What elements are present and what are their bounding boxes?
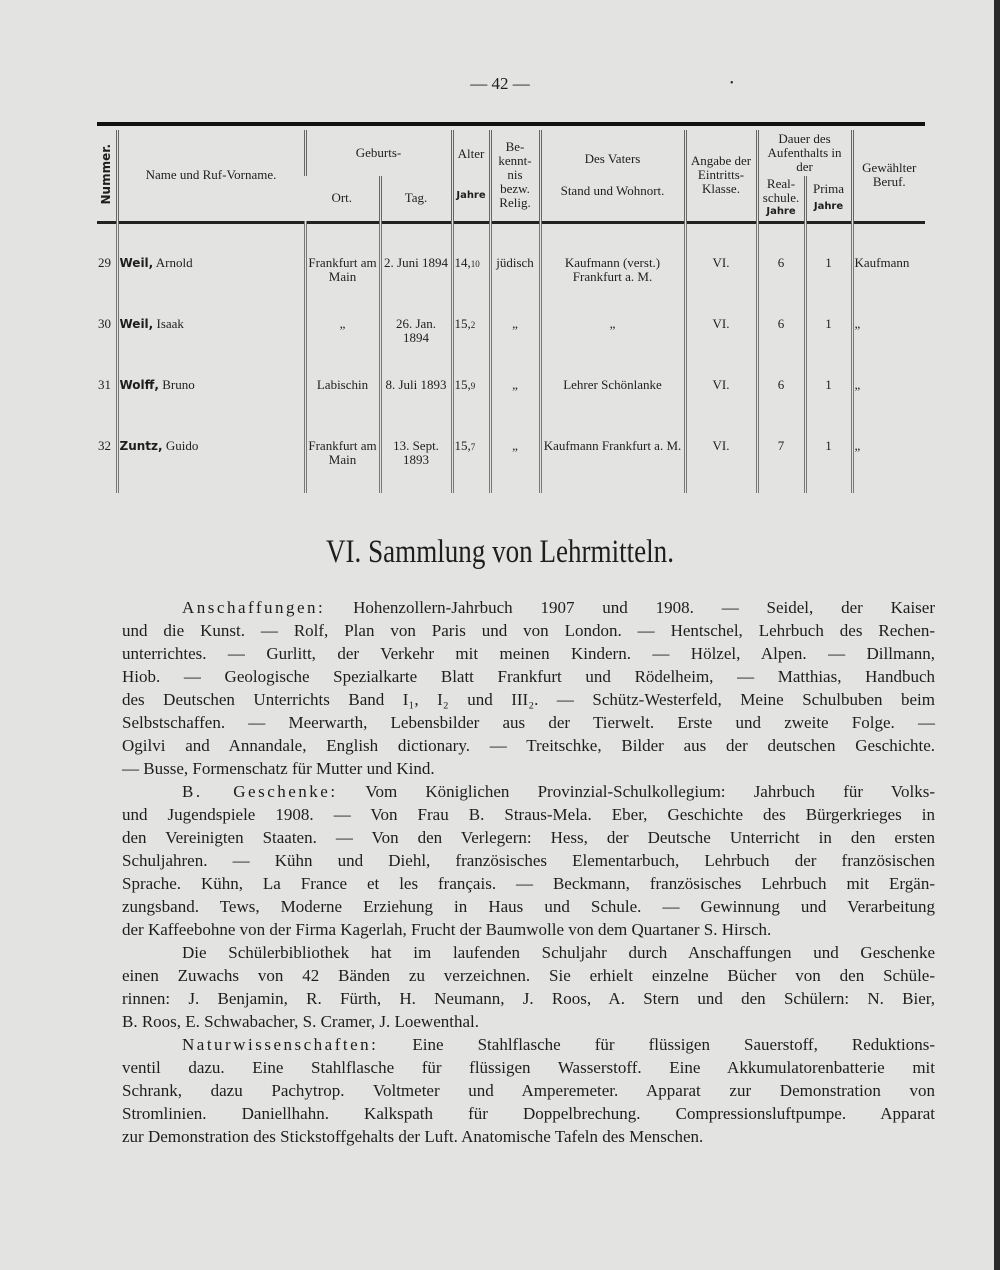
cell-realschule: [757, 435, 805, 493]
cell-vater: [540, 435, 685, 493]
cell-prima: [805, 374, 852, 435]
line-text: Hiob. — Geologische Spezialkarte Blatt Frankfurt und Rödelheim, — Matthias, Handbuch: [122, 667, 935, 686]
line-text: rinnen: J. Benjamin, R. Fürth, H. Neumann, J. Roos, A. Stern und den Schülern: N. Bier,: [122, 989, 935, 1008]
cell-alter: [452, 252, 490, 313]
cell-name: [117, 435, 305, 493]
cell-name: [117, 252, 305, 313]
cell-name-text: Zuntz,: [119, 439, 163, 453]
paragraph-lead: Anschaffungen:: [182, 598, 326, 617]
text-line: [122, 918, 935, 941]
cell-alter-text: 15,: [454, 316, 471, 331]
cell-name-text: Bruno: [162, 377, 195, 392]
text-line: [122, 872, 935, 895]
line-text: Sprache. Kühn, La France et les français. — Beckmann, französisches Lehrbuch mit Ergän-: [122, 874, 935, 893]
cell-nummer-text: 32: [98, 438, 111, 453]
cell-ort: [305, 374, 380, 435]
header-dauer: Dauer des Aufenthalts in der: [757, 130, 852, 176]
cell-klasse-text: VI.: [712, 377, 730, 392]
cell-vater-text: Kaufmann (verst.) Frankfurt a. M.: [564, 255, 661, 284]
cell-vater-text: „: [609, 316, 616, 331]
page-number: — 42 —: [470, 74, 530, 93]
text-line: [122, 642, 935, 665]
cell-beruf-text: „: [854, 377, 861, 392]
line-text: hat im laufenden Schuljahr durch Anschaffungen und Geschenke: [349, 943, 935, 962]
cell-prima: [805, 435, 852, 493]
cell-alter-text: 9: [470, 381, 476, 391]
cell-ort: [305, 313, 380, 374]
cell-nummer-text: 31: [98, 377, 111, 392]
line-text: — Busse, Formenschatz für Mutter und Kind.: [122, 759, 435, 778]
text-line: [122, 734, 935, 757]
cell-alter-text: 15,: [454, 377, 471, 392]
paragraph: [122, 780, 935, 941]
cell-tag-text: 8. Juli 1893: [385, 377, 447, 392]
text-line: [122, 826, 935, 849]
spacer-cell: [805, 222, 852, 252]
text-line: [122, 711, 935, 734]
header-angabe: Angabe der Eintritts-Klasse.: [685, 130, 757, 222]
line-text: und die Kunst. — Rolf, Plan von Paris und von London. — Hentschel, Lehrbuch des Rechen-: [122, 621, 935, 640]
header-name: Name und Ruf-Vorname.: [117, 130, 305, 222]
spacer-cell: [305, 222, 380, 252]
line-text: Ogilvi and Annandale, English dictionary. — Treitschke, Bilder aus der deutschen Geschichte.: [122, 736, 935, 755]
cell-name-text: Weil,: [119, 317, 154, 331]
cell-klasse: [685, 252, 757, 313]
header-alter: Alter Jahre: [452, 130, 490, 222]
cell-prima: [805, 313, 852, 374]
line-text: Schuljahren. — Kühn und Diehl, französisches Elementarbuch, Lehrbuch der französischen: [122, 851, 935, 870]
text-line: [122, 757, 935, 780]
header-ort: Ort.: [305, 176, 380, 222]
cell-beruf-text: „: [854, 316, 861, 331]
cell-klasse: [685, 313, 757, 374]
student-register-table: [97, 122, 925, 493]
cell-religion-text: „: [512, 438, 518, 453]
text-line: [122, 1033, 935, 1056]
cell-alter: [452, 374, 490, 435]
text-line: [122, 803, 935, 826]
cell-tag-text: 2. Juni 1894: [384, 255, 448, 270]
header-vater: Des Vaters Stand und Wohnort.: [540, 130, 685, 222]
header-beruf: Gewählter Beruf.: [852, 130, 925, 222]
cell-klasse: [685, 435, 757, 493]
cell-prima-text: 1: [825, 438, 832, 453]
text-line: [122, 1102, 935, 1125]
line-text: Eine Stahlflasche für flüssigen Sauerstoff, Reduktions-: [378, 1035, 935, 1054]
line-text: Schrank, dazu Pachytrop. Voltmeter und Amperemeter. Apparat zur Demonstration von: [122, 1081, 935, 1100]
text-line: [122, 688, 935, 711]
cell-tag: [380, 313, 452, 374]
spacer-cell: [685, 222, 757, 252]
scan-edge: [994, 0, 1000, 1270]
header-religion: Be-kennt-nis bezw. Relig.: [490, 130, 540, 222]
cell-name: [117, 313, 305, 374]
cell-ort: [305, 435, 380, 493]
table-row: [97, 313, 925, 374]
cell-ort-text: „: [339, 316, 346, 331]
spacer-cell: [757, 222, 805, 252]
cell-realschule: [757, 313, 805, 374]
cell-name-text: Guido: [165, 438, 199, 453]
cell-beruf: [852, 374, 925, 435]
cell-religion-text: „: [512, 316, 518, 331]
cell-prima-text: 1: [825, 255, 832, 270]
text-line: [122, 665, 935, 688]
cell-religion-text: „: [512, 377, 518, 392]
header-realschule: Real-schule. Jahre: [757, 176, 805, 222]
text-line: [122, 987, 935, 1010]
cell-alter-text: 7: [470, 442, 476, 452]
cell-tag-text: 13. Sept. 1893: [393, 438, 439, 467]
cell-prima-text: 1: [825, 377, 832, 392]
paragraph: [122, 941, 935, 1033]
cell-ort: [305, 252, 380, 313]
cell-beruf-text: Kaufmann: [854, 255, 910, 270]
cell-beruf: [852, 435, 925, 493]
cell-ort-text: Labischin: [316, 377, 369, 392]
text-line: [122, 1125, 935, 1148]
header-tag: Tag.: [380, 176, 452, 222]
spacer-cell: [490, 222, 540, 252]
text-line: [122, 780, 935, 803]
cell-name: [117, 374, 305, 435]
paragraph: [122, 596, 935, 780]
cell-alter-text: 10: [470, 259, 480, 269]
line-text: den Vereinigten Staaten. — Von den Verlegern: Hess, der Deutsche Unterricht in den ersten: [122, 828, 935, 847]
cell-name-text: Wolff,: [119, 378, 159, 392]
table-row: [97, 374, 925, 435]
cell-prima: [805, 252, 852, 313]
spacer-cell: [97, 222, 117, 252]
line-text: einen Zuwachs von 42 Bänden zu verzeichnen. Sie erhielt einzelne Bücher von den Schüle-: [122, 966, 935, 985]
cell-klasse: [685, 374, 757, 435]
cell-alter-text: 14,: [454, 255, 471, 270]
cell-tag-text: 26. Jan. 1894: [395, 316, 437, 345]
text-line: [122, 964, 935, 987]
cell-alter-text: 15,: [454, 438, 471, 453]
text-line: [122, 1010, 935, 1033]
speck: •: [730, 78, 734, 89]
line-text: Selbstschaffen. — Meerwarth, Lebensbilder aus der Tierwelt. Erste und zweite Folge. —: [122, 713, 935, 732]
line-text: und Jugendspiele 1908. — Von Frau B. Straus-Mela. Eber, Geschichte des Bürgerkrieges in: [122, 805, 935, 824]
cell-nummer: [97, 374, 117, 435]
cell-tag: [380, 252, 452, 313]
text-line: [122, 941, 935, 964]
line-text: unterrichtes. — Gurlitt, der Verkehr mit meinen Kindern. — Hölzel, Alpen. — Dillmann,: [122, 644, 935, 663]
line-text: B. Roos, E. Schwabacher, S. Cramer, J. Loewenthal.: [122, 1012, 479, 1031]
cell-realschule-text: 6: [777, 255, 785, 270]
cell-religion: [490, 374, 540, 435]
line-text: zur Demonstration des Stickstoffgehalts der Luft. Anatomische Tafeln des Menschen.: [122, 1127, 704, 1146]
cell-realschule-text: 6: [777, 316, 785, 331]
paragraph: [122, 1033, 935, 1148]
cell-vater: [540, 374, 685, 435]
text-line: [122, 596, 935, 619]
line-text: Hohenzollern-Jahrbuch 1907 und 1908. — Seidel, der Kaiser: [325, 598, 935, 617]
cell-vater-text: Lehrer Schönlanke: [563, 377, 662, 392]
text-line: [122, 849, 935, 872]
cell-klasse-text: VI.: [712, 316, 730, 331]
paragraph-lead: Die Schülerbibliothek: [182, 943, 350, 962]
cell-beruf: [852, 252, 925, 313]
line-text: Stromlinien. Daniellhahn. Kalkspath für Doppelbrechung. Compressionsluftpumpe. Apparat: [122, 1104, 935, 1123]
line-text: der Kaffeebohne von der Firma Kagerlah, Frucht der Baumwolle von dem Quartaner S. Hirsch.: [122, 920, 772, 939]
text-line: [122, 619, 935, 642]
cell-nummer-text: 29: [98, 255, 111, 270]
line-text: des Deutschen Unterrichts Band I₁, I₂ und III₂. — Schütz-Westerfeld, Meine Schulbuben beim: [122, 690, 935, 709]
cell-realschule: [757, 374, 805, 435]
cell-religion: [490, 252, 540, 313]
cell-realschule-text: 6: [777, 377, 785, 392]
cell-realschule: [757, 252, 805, 313]
cell-beruf: [852, 313, 925, 374]
spacer-cell: [540, 222, 685, 252]
cell-name-text: Weil,: [119, 256, 154, 270]
cell-religion-text: jüdisch: [496, 255, 534, 270]
cell-beruf-text: „: [854, 438, 861, 453]
header-nummer: Nummer.: [97, 130, 117, 222]
spacer-cell: [852, 222, 925, 252]
cell-religion: [490, 313, 540, 374]
cell-alter-text: 2: [470, 320, 476, 330]
paragraph-lead: B. Geschenke:: [182, 782, 338, 801]
cell-vater: [540, 252, 685, 313]
section-body: [122, 596, 935, 1148]
spacer-cell: [117, 222, 305, 252]
cell-nummer-text: 30: [98, 316, 111, 331]
cell-nummer: [97, 252, 117, 313]
section-title: VI. Sammlung von Lehrmitteln.: [326, 534, 674, 570]
cell-realschule-text: 7: [777, 438, 785, 453]
cell-tag: [380, 435, 452, 493]
spacer-cell: [452, 222, 490, 252]
text-line: [122, 1056, 935, 1079]
header-geburts: Geburts-: [305, 130, 452, 176]
line-text: Vom Königlichen Provinzial-Schulkollegium: Jahrbuch für Volks-: [337, 782, 935, 801]
cell-nummer: [97, 435, 117, 493]
spacer-cell: [380, 222, 452, 252]
cell-name-text: Arnold: [155, 255, 193, 270]
line-text: zungsband. Tews, Moderne Erziehung in Haus und Schule. — Gewinnung und Verarbeitung: [122, 897, 935, 916]
table-row: [97, 435, 925, 493]
cell-alter: [452, 313, 490, 374]
cell-religion: [490, 435, 540, 493]
cell-ort-text: Frankfurt am Main: [308, 438, 377, 467]
cell-tag: [380, 374, 452, 435]
cell-klasse-text: VI.: [712, 438, 730, 453]
table-row: [97, 252, 925, 313]
header-prima: Prima Jahre: [805, 176, 852, 222]
cell-vater-text: Kaufmann Frankfurt a. M.: [543, 438, 682, 453]
paragraph-lead: Naturwissenschaften:: [182, 1035, 379, 1054]
cell-vater: [540, 313, 685, 374]
cell-ort-text: Frankfurt am Main: [308, 255, 377, 284]
cell-klasse-text: VI.: [712, 255, 730, 270]
text-line: [122, 895, 935, 918]
cell-nummer: [97, 313, 117, 374]
line-text: ventil dazu. Eine Stahlflasche für flüssigen Wasserstoff. Eine Akkumulatorenbatterie mit: [122, 1058, 935, 1077]
cell-alter: [452, 435, 490, 493]
cell-prima-text: 1: [825, 316, 832, 331]
text-line: [122, 1079, 935, 1102]
cell-name-text: Isaak: [156, 316, 184, 331]
